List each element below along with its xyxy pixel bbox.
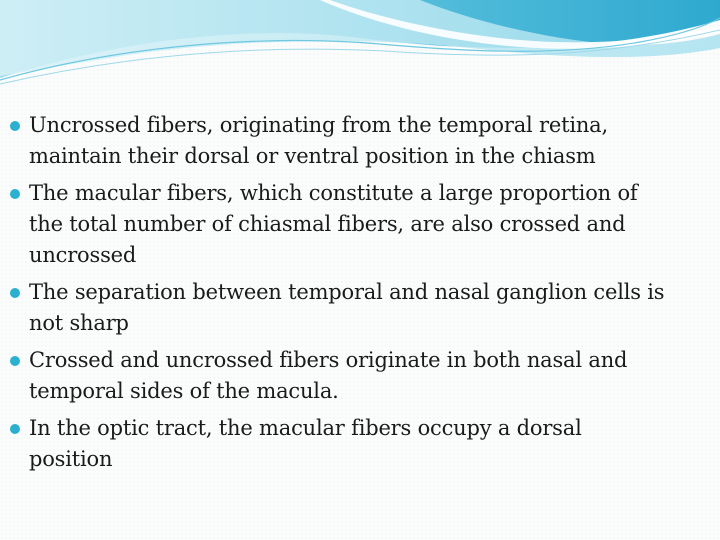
bullet-text: The macular fibers, which constitute a large proportion of the total number of chiasmal fibers, are also crossed and uncrossed	[29, 181, 638, 267]
bullet-item	[10, 277, 710, 339]
header-wave-decoration	[0, 0, 720, 90]
bullet-item	[10, 178, 710, 271]
bullet-dot-icon	[10, 121, 20, 131]
bullet-dot-icon	[10, 424, 20, 434]
bullet-item	[10, 413, 710, 475]
bullet-item	[10, 345, 710, 407]
bullet-item	[10, 110, 710, 172]
bullet-text: Crossed and uncrossed fibers originate in both nasal and temporal sides of the macula.	[29, 348, 628, 403]
bullet-list	[10, 110, 710, 481]
bullet-text: Uncrossed fibers, originating from the temporal retina, maintain their dorsal or ventral position in the chiasm	[29, 113, 608, 168]
bullet-dot-icon	[10, 356, 20, 366]
bullet-dot-icon	[10, 189, 20, 199]
bullet-text: The separation between temporal and nasal ganglion cells is not sharp	[29, 280, 665, 335]
bullet-text: In the optic tract, the macular fibers occupy a dorsal position	[29, 416, 582, 471]
bullet-dot-icon	[10, 288, 20, 298]
